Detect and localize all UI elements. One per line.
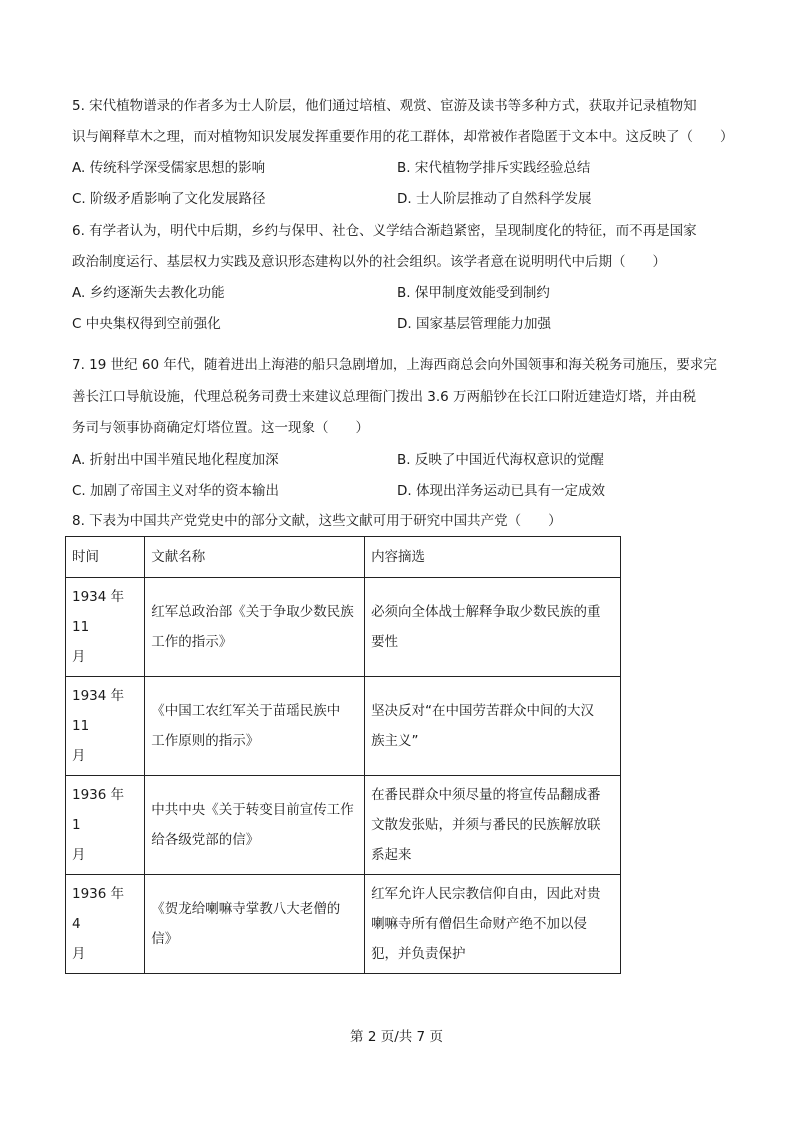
table-row bbox=[66, 776, 621, 875]
q7-option-c[interactable]: C. 加剧了帝国主义对华的资本输出 bbox=[72, 483, 280, 499]
q6-stem-line2: 政治制度运行、基层权力实践及意识形态建构以外的社会组织。该学者意在说明明代中后期（ ） bbox=[72, 254, 666, 270]
cell-content bbox=[365, 875, 621, 974]
name-line: 《中国工农红军关于苗瑶民族中 bbox=[151, 703, 341, 719]
content-line: 坚决反对“在中国劳苦群众中间的大汉 bbox=[371, 703, 595, 719]
time-line: 月 bbox=[72, 847, 86, 863]
q7-stem-line1: 7. 19 世纪 60 年代，随着进出上海港的船只急剧增加，上海西商总会向外国领事和海关税务司施压，要求完 bbox=[72, 357, 717, 373]
time-line: 月 bbox=[72, 946, 86, 962]
q6-option-b[interactable]: B. 保甲制度效能受到制约 bbox=[397, 285, 550, 301]
time-line: 1936 年 1 bbox=[72, 787, 138, 833]
table-row bbox=[66, 677, 621, 776]
content-line: 红军允许人民宗教信仰自由，因此对贵 bbox=[371, 886, 601, 902]
cell-document-name bbox=[145, 776, 365, 875]
cell-content bbox=[365, 776, 621, 875]
name-line: 红军总政治部《关于争取少数民族 bbox=[151, 604, 354, 620]
cell-content bbox=[365, 677, 621, 776]
q7-option-b[interactable]: B. 反映了中国近代海权意识的觉醒 bbox=[397, 452, 604, 468]
name-line: 工作的指示》 bbox=[151, 634, 233, 650]
content-line: 系起来 bbox=[371, 847, 412, 863]
q8-stem: 8. 下表为中国共产党党史中的部分文献，这些文献可用于研究中国共产党（ ） bbox=[72, 513, 562, 529]
q5-option-b[interactable]: B. 宋代植物学排斥实践经验总结 bbox=[397, 160, 591, 176]
content-line: 要性 bbox=[371, 634, 399, 650]
header-time: 时间 bbox=[66, 537, 145, 578]
name-line: 工作原则的指示》 bbox=[151, 733, 260, 749]
q6-option-d[interactable]: D. 国家基层管理能力加强 bbox=[397, 316, 551, 332]
table-header-row bbox=[66, 537, 621, 578]
cell-document-name bbox=[145, 578, 365, 677]
name-line: 中共中央《关于转变目前宣传工作 bbox=[151, 802, 354, 818]
q5-stem-line1: 5. 宋代植物谱录的作者多为士人阶层，他们通过培植、观赏、宦游及读书等多种方式，获取并记录植物知 bbox=[72, 98, 697, 114]
content-line: 文散发张贴，并须与番民的民族解放联 bbox=[371, 817, 601, 833]
content-line: 喇嘛寺所有僧侣生命财产绝不加以侵 bbox=[371, 916, 588, 932]
cell-time bbox=[66, 776, 145, 875]
q5-option-d[interactable]: D. 士人阶层推动了自然科学发展 bbox=[397, 191, 592, 207]
q5-option-c[interactable]: C. 阶级矛盾影响了文化发展路径 bbox=[72, 191, 266, 207]
time-line: 1936 年 4 bbox=[72, 886, 138, 932]
q7-stem-line2: 善长江口导航设施，代理总税务司费士来建议总理衙门拨出 3.6 万两船钞在长江口附近建造灯塔，并由税 bbox=[72, 389, 697, 405]
cell-time bbox=[66, 875, 145, 974]
time-line: 1934 年 11 bbox=[72, 589, 125, 635]
q6-option-c[interactable]: C 中央集权得到空前强化 bbox=[72, 316, 221, 332]
cell-time bbox=[66, 578, 145, 677]
name-line: 信》 bbox=[151, 931, 179, 947]
cell-time bbox=[66, 677, 145, 776]
cell-document-name bbox=[145, 677, 365, 776]
q7-option-d[interactable]: D. 体现出洋务运动已具有一定成效 bbox=[397, 483, 605, 499]
content-line: 族主义” bbox=[371, 733, 419, 749]
name-line: 《贺龙给喇嘛寺掌教八大老僧的 bbox=[151, 901, 341, 917]
cell-document-name bbox=[145, 875, 365, 974]
q5-stem-line2: 识与阐释草木之理，而对植物知识发展发挥重要作用的花工群体，却常被作者隐匿于文本中。这反映了（ ） bbox=[72, 129, 734, 145]
q6-stem-line1: 6. 有学者认为，明代中后期，乡约与保甲、社仓、义学结合渐趋紧密，呈现制度化的特征，而不再是国家 bbox=[72, 223, 697, 239]
time-line: 月 bbox=[72, 748, 86, 764]
name-line: 给各级党部的信》 bbox=[151, 832, 260, 848]
q8-document-table bbox=[65, 536, 621, 974]
q7-option-a[interactable]: A. 折射出中国半殖民地化程度加深 bbox=[72, 452, 279, 468]
time-line: 月 bbox=[72, 649, 86, 665]
time-line: 1934 年 11 bbox=[72, 688, 125, 734]
page-footer: 第 2 页/共 7 页 bbox=[350, 1029, 443, 1045]
table-row bbox=[66, 578, 621, 677]
q7-stem-line3: 务司与领事协商确定灯塔位置。这一现象（ ） bbox=[72, 420, 369, 436]
header-document-name: 文献名称 bbox=[145, 537, 365, 578]
q6-option-a[interactable]: A. 乡约逐渐失去教化功能 bbox=[72, 285, 225, 301]
q5-option-a[interactable]: A. 传统科学深受儒家思想的影响 bbox=[72, 160, 266, 176]
content-line: 在番民群众中须尽量的将宣传品翻成番 bbox=[371, 787, 601, 803]
header-content-excerpt: 内容摘选 bbox=[365, 537, 621, 578]
table-row bbox=[66, 875, 621, 974]
content-line: 犯，并负责保护 bbox=[371, 946, 466, 962]
cell-content bbox=[365, 578, 621, 677]
content-line: 必须向全体战士解释争取少数民族的重 bbox=[371, 604, 601, 620]
